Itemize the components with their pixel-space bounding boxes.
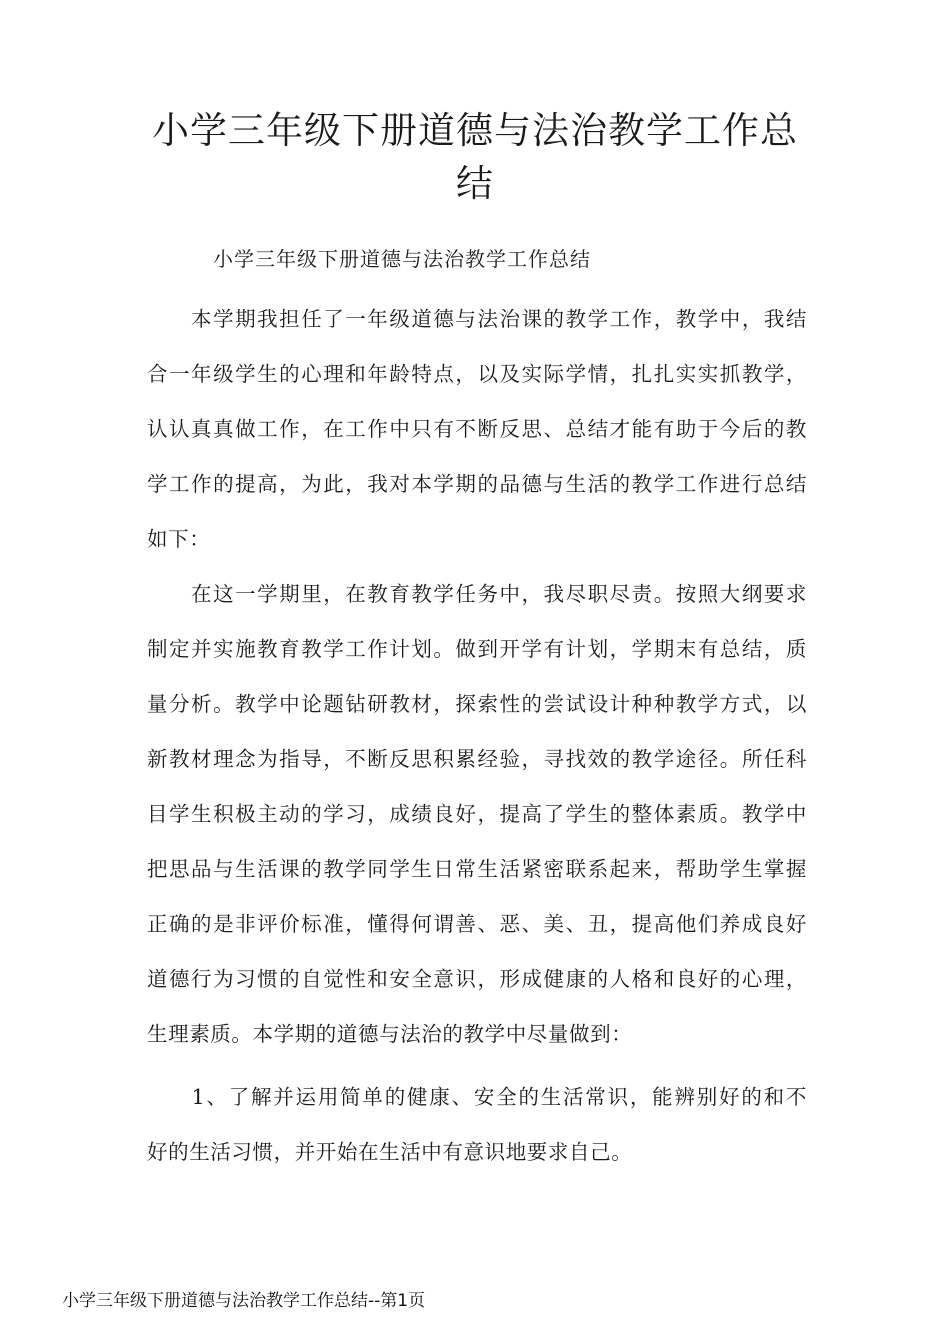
paragraph-line: 目学生积极主动的学习，成绩良好，提高了学生的整体素质。教学中 bbox=[147, 802, 807, 826]
paragraph-3 bbox=[147, 1070, 807, 1180]
document-title bbox=[120, 104, 830, 210]
paragraph-line: 如下： bbox=[147, 527, 211, 551]
page-footer: 小学三年级下册道德与法治教学工作总结--第1页 bbox=[62, 1291, 426, 1311]
paragraph-line: 生理素质。本学期的道德与法治的教学中尽量做到： bbox=[147, 1022, 633, 1046]
paragraph-line: 学工作的提高，为此，我对本学期的品德与生活的教学工作进行总结 bbox=[147, 472, 807, 496]
paragraph-line: 本学期我担任了一年级道德与法治课的教学工作，教学中，我结 bbox=[147, 307, 807, 331]
paragraph-line: 合一年级学生的心理和年龄特点，以及实际学情，扎扎实实抓教学， bbox=[147, 362, 807, 386]
paragraph-line: 1、了解并运用简单的健康、安全的生活常识，能辨别好的和不 bbox=[147, 1085, 807, 1109]
paragraph-line: 量分析。教学中论题钻研教材，探索性的尝试设计种种教学方式，以 bbox=[147, 692, 807, 716]
title-line-2: 结 bbox=[456, 162, 494, 205]
paragraph-1 bbox=[147, 292, 807, 567]
paragraph-line: 道德行为习惯的自觉性和安全意识，形成健康的人格和良好的心理， bbox=[147, 967, 807, 991]
paragraph-line: 制定并实施教育教学工作计划。做到开学有计划，学期末有总结，质 bbox=[147, 637, 807, 661]
paragraph-line: 正确的是非评价标准，懂得何谓善、恶、美、丑，提高他们养成良好 bbox=[147, 912, 807, 936]
paragraph-line: 认认真真做工作，在工作中只有不断反思、总结才能有助于今后的教 bbox=[147, 417, 807, 441]
title-line-1: 小学三年级下册道德与法治教学工作总 bbox=[152, 109, 798, 152]
paragraph-line: 把思品与生活课的教学同学生日常生活紧密联系起来，帮助学生掌握 bbox=[147, 857, 807, 881]
paragraph-line: 新教材理念为指导，不断反思积累经验，寻找效的教学途径。所任科 bbox=[147, 747, 807, 771]
paragraph-2 bbox=[147, 567, 807, 1062]
paragraph-line: 好的生活习惯，并开始在生活中有意识地要求自己。 bbox=[147, 1140, 633, 1164]
paragraph-line: 在这一学期里，在教育教学任务中，我尽职尽责。按照大纲要求 bbox=[147, 582, 807, 606]
document-subtitle: 小学三年级下册道德与法治教学工作总结 bbox=[213, 247, 591, 271]
